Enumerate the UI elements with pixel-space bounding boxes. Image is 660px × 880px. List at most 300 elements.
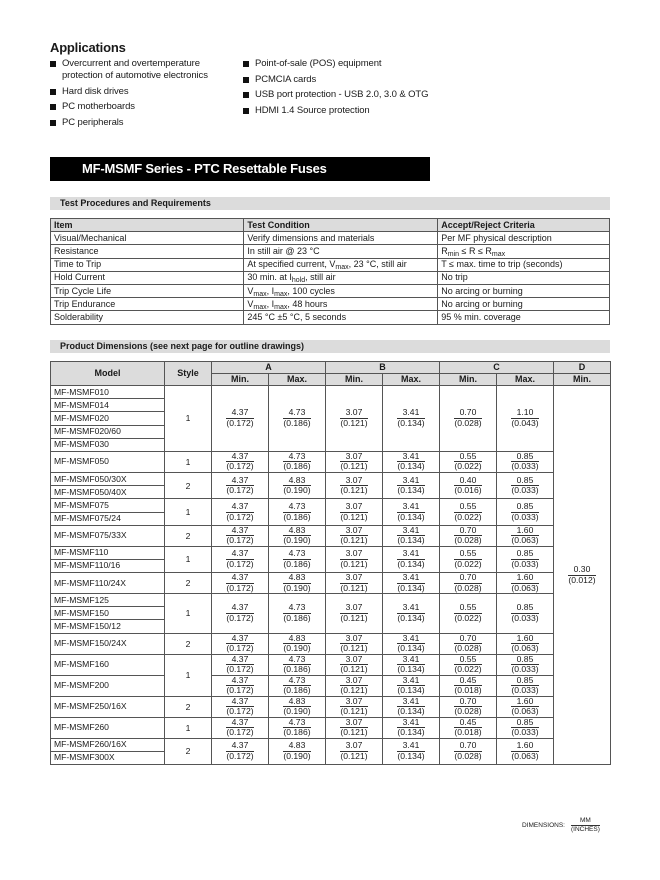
value-inches: (0.033) (511, 485, 539, 496)
dimension-cell (326, 738, 383, 764)
dimension-value (283, 452, 310, 472)
model-cell: MF-MSMF075/33X (51, 525, 165, 546)
value-mm: 3.41 (397, 676, 424, 687)
dimension-value (226, 452, 253, 472)
value-mm: 4.37 (226, 452, 253, 463)
table-cell: 95 % min. coverage (438, 311, 610, 324)
dimension-value (511, 476, 538, 496)
value-mm: 3.07 (340, 697, 367, 708)
dimension-value (283, 502, 310, 522)
style-cell: 2 (165, 472, 212, 498)
value-inches: (0.121) (340, 535, 368, 546)
value-inches: (0.186) (283, 612, 311, 623)
legend-mm: MM (571, 817, 600, 826)
dimension-value (283, 476, 310, 496)
value-inches: (0.063) (511, 535, 539, 546)
value-inches: (0.186) (283, 664, 311, 675)
value-inches: (0.033) (511, 511, 539, 522)
value-mm: 4.83 (283, 634, 310, 645)
value-inches: (0.172) (226, 558, 254, 569)
value-mm: 4.73 (283, 408, 310, 419)
dimension-cell (497, 472, 554, 498)
value-inches: (0.186) (283, 558, 311, 569)
dimension-value (283, 697, 310, 717)
value-inches: (0.190) (283, 535, 311, 546)
value-mm: 3.07 (340, 655, 367, 666)
value-mm: 0.30 (568, 565, 595, 576)
dimension-value (340, 676, 367, 696)
dimension-cell (212, 546, 269, 572)
dimension-value (226, 573, 253, 593)
value-inches: (0.022) (454, 511, 482, 522)
value-mm: 0.85 (511, 502, 538, 513)
table-row (51, 232, 610, 245)
dimension-value (511, 603, 538, 623)
value-mm: 0.55 (454, 549, 481, 560)
dimension-cell (326, 573, 383, 594)
dimension-cell (383, 738, 440, 764)
dimension-value (454, 697, 481, 717)
value-inches: (0.134) (397, 558, 425, 569)
dimension-value (511, 676, 538, 696)
table-row (51, 386, 611, 399)
dimension-cell (383, 546, 440, 572)
value-inches: (0.190) (283, 706, 311, 717)
table-cell: No arcing or burning (438, 298, 610, 311)
value-mm: 1.60 (511, 741, 538, 752)
dimension-cell (440, 717, 497, 738)
model-cell: MF-MSMF020 (51, 412, 165, 425)
table-cell: No trip (438, 271, 610, 284)
value-mm: 3.07 (340, 502, 367, 513)
table-cell: Resistance (51, 245, 244, 258)
dimension-cell (269, 675, 326, 696)
dimension-cell (440, 696, 497, 717)
dimension-cell (326, 451, 383, 472)
value-mm: 0.85 (511, 676, 538, 687)
dimension-value (340, 655, 367, 675)
dimension-cell (326, 386, 383, 452)
column-header: Test Condition (244, 219, 438, 232)
value-mm: 1.60 (511, 697, 538, 708)
dimension-cell (497, 717, 554, 738)
value-inches: (0.134) (397, 643, 425, 654)
dimension-value (340, 549, 367, 569)
dimension-value (511, 452, 538, 472)
model-cell: MF-MSMF030 (51, 438, 165, 451)
dimension-cell (497, 675, 554, 696)
dimension-value (568, 565, 595, 585)
dimension-value (226, 476, 253, 496)
value-mm: 0.85 (511, 655, 538, 666)
dimension-value (454, 502, 481, 522)
column-header-b: B (326, 362, 440, 374)
dimension-cell (212, 633, 269, 654)
style-cell: 1 (165, 499, 212, 525)
min-header: Min. (554, 374, 611, 386)
dimension-value (226, 549, 253, 569)
dimension-cell (497, 573, 554, 594)
value-mm: 0.45 (454, 718, 481, 729)
value-mm: 3.41 (397, 502, 424, 513)
dimension-value (397, 526, 424, 546)
dimension-cell (212, 738, 269, 764)
style-cell: 2 (165, 573, 212, 594)
value-mm: 3.41 (397, 603, 424, 614)
dimension-value (226, 655, 253, 675)
value-inches: (0.172) (226, 612, 254, 623)
dimension-value (511, 697, 538, 717)
value-mm: 3.41 (397, 573, 424, 584)
value-mm: 3.41 (397, 741, 424, 752)
dimension-value (397, 502, 424, 522)
model-cell: MF-MSMF050/40X (51, 486, 165, 499)
value-mm: 1.60 (511, 634, 538, 645)
value-mm: 0.45 (454, 676, 481, 687)
value-mm: 0.85 (511, 549, 538, 560)
dimension-cell (383, 472, 440, 498)
dimension-cell (440, 472, 497, 498)
model-cell: MF-MSMF150/12 (51, 620, 165, 633)
dimension-value (226, 502, 253, 522)
dimensions-section-title: Product Dimensions (see next page for outline drawings) (50, 340, 610, 353)
dimension-cell (383, 525, 440, 546)
dimension-value (340, 526, 367, 546)
dimension-value (340, 452, 367, 472)
table-cell: Solderability (51, 311, 244, 324)
value-inches: (0.134) (397, 664, 425, 675)
value-inches: (0.033) (511, 558, 539, 569)
max-header: Max. (269, 374, 326, 386)
model-cell: MF-MSMF110 (51, 546, 165, 559)
value-inches: (0.121) (340, 643, 368, 654)
column-header-model: Model (51, 362, 165, 386)
dimension-value (397, 741, 424, 761)
value-inches: (0.190) (283, 485, 311, 496)
value-inches: (0.172) (226, 750, 254, 761)
value-mm: 4.73 (283, 676, 310, 687)
style-cell: 2 (165, 738, 212, 764)
style-cell: 2 (165, 696, 212, 717)
model-cell: MF-MSMF260/16X (51, 738, 165, 751)
dimension-value (397, 718, 424, 738)
dimension-cell (326, 546, 383, 572)
dimension-value (511, 718, 538, 738)
max-header: Max. (497, 374, 554, 386)
column-header-style: Style (165, 362, 212, 386)
dimension-cell (269, 573, 326, 594)
table-row (51, 546, 611, 559)
value-mm: 4.37 (226, 634, 253, 645)
value-mm: 4.37 (226, 741, 253, 752)
value-mm: 4.83 (283, 573, 310, 584)
dimension-cell (497, 696, 554, 717)
dimension-cell (326, 525, 383, 546)
dimension-cell (326, 675, 383, 696)
dimension-cell (269, 451, 326, 472)
table-row (51, 594, 611, 607)
value-mm: 4.37 (226, 655, 253, 666)
dimension-value (454, 452, 481, 472)
dimension-value (226, 697, 253, 717)
table-cell: Hold Current (51, 271, 244, 284)
dimension-value (283, 655, 310, 675)
dimension-value (511, 655, 538, 675)
dimension-value (283, 526, 310, 546)
value-inches: (0.172) (226, 461, 254, 472)
value-mm: 0.85 (511, 452, 538, 463)
value-inches: (0.016) (454, 485, 482, 496)
value-inches: (0.022) (454, 612, 482, 623)
dimension-cell (269, 633, 326, 654)
value-inches: (0.063) (511, 750, 539, 761)
value-mm: 3.07 (340, 603, 367, 614)
dimension-cell (326, 499, 383, 525)
value-mm: 0.55 (454, 655, 481, 666)
dimension-cell (440, 573, 497, 594)
dimension-value (397, 549, 424, 569)
table-row (51, 245, 610, 258)
value-inches: (0.186) (283, 727, 311, 738)
dimension-value (397, 634, 424, 654)
value-mm: 4.37 (226, 718, 253, 729)
value-inches: (0.121) (340, 582, 368, 593)
dimension-value (226, 634, 253, 654)
dimension-value (454, 408, 481, 428)
value-inches: (0.186) (283, 461, 311, 472)
dimension-value (454, 603, 481, 623)
value-mm: 3.41 (397, 549, 424, 560)
value-mm: 4.37 (226, 408, 253, 419)
value-inches: (0.028) (454, 643, 482, 654)
dimension-cell (440, 525, 497, 546)
dimension-cell (497, 499, 554, 525)
table-cell: T ≤ max. time to trip (seconds) (438, 258, 610, 271)
dimension-value (454, 655, 481, 675)
value-mm: 3.41 (397, 476, 424, 487)
style-cell: 1 (165, 594, 212, 634)
min-header: Min. (440, 374, 497, 386)
value-inches: (0.033) (511, 727, 539, 738)
dimension-cell (212, 525, 269, 546)
value-mm: 4.73 (283, 549, 310, 560)
table-row (51, 472, 611, 485)
product-dimensions-table (50, 361, 611, 765)
table-row (51, 311, 610, 324)
value-mm: 4.37 (226, 676, 253, 687)
dimension-cell (497, 451, 554, 472)
dimension-cell (497, 525, 554, 546)
value-inches: (0.134) (397, 750, 425, 761)
value-inches: (0.022) (454, 558, 482, 569)
value-inches: (0.172) (226, 706, 254, 717)
value-mm: 3.07 (340, 741, 367, 752)
value-mm: 3.07 (340, 549, 367, 560)
dimension-value (454, 476, 481, 496)
value-inches: (0.186) (283, 417, 311, 428)
value-inches: (0.028) (454, 417, 482, 428)
style-cell: 1 (165, 654, 212, 696)
dimension-value (511, 573, 538, 593)
value-inches: (0.172) (226, 685, 254, 696)
value-mm: 1.10 (511, 408, 538, 419)
value-inches: (0.063) (511, 582, 539, 593)
value-mm: 3.41 (397, 526, 424, 537)
table-cell: At specified current, $V_{max}$, 23 °C, still air (244, 258, 438, 271)
dimension-value (454, 718, 481, 738)
dimension-value (454, 573, 481, 593)
model-cell: MF-MSMF125 (51, 594, 165, 607)
value-mm: 4.37 (226, 697, 253, 708)
value-mm: 3.41 (397, 697, 424, 708)
model-cell: MF-MSMF160 (51, 654, 165, 675)
value-inches: (0.121) (340, 417, 368, 428)
value-mm: 3.07 (340, 676, 367, 687)
dimension-value (397, 573, 424, 593)
value-inches: (0.134) (397, 417, 425, 428)
dimension-cell (326, 472, 383, 498)
table-cell: Trip Cycle Life (51, 284, 244, 297)
dimension-value (283, 408, 310, 428)
value-inches: (0.134) (397, 461, 425, 472)
table-cell: $R_{min} \le R \le R_{max}$ (438, 245, 610, 258)
dimension-value (397, 676, 424, 696)
dimension-cell (212, 386, 269, 452)
dimension-cell (212, 472, 269, 498)
dimension-cell (269, 594, 326, 634)
table-cell: Per MF physical description (438, 232, 610, 245)
dimension-value (340, 573, 367, 593)
dimension-value (340, 502, 367, 522)
dimension-cell (383, 594, 440, 634)
value-inches: (0.134) (397, 511, 425, 522)
dimension-value (340, 741, 367, 761)
application-item: HDMI 1.4 Source protection (243, 105, 503, 117)
value-inches: (0.134) (397, 685, 425, 696)
value-mm: 3.41 (397, 655, 424, 666)
dimension-cell (326, 717, 383, 738)
dimension-cell (383, 675, 440, 696)
model-cell: MF-MSMF014 (51, 399, 165, 412)
dimension-value (226, 408, 253, 428)
value-mm: 4.83 (283, 476, 310, 487)
value-inches: (0.172) (226, 664, 254, 675)
value-mm: 0.85 (511, 718, 538, 729)
value-inches: (0.028) (454, 706, 482, 717)
value-inches: (0.121) (340, 685, 368, 696)
value-inches: (0.012) (568, 574, 596, 585)
application-item: Point-of-sale (POS) equipment (243, 58, 503, 70)
dimension-value (283, 718, 310, 738)
dimension-value (226, 718, 253, 738)
value-mm: 3.07 (340, 526, 367, 537)
value-inches: (0.172) (226, 727, 254, 738)
value-mm: 4.37 (226, 502, 253, 513)
value-inches: (0.121) (340, 511, 368, 522)
value-inches: (0.190) (283, 582, 311, 593)
dimensions-legend (522, 817, 600, 834)
value-mm: 0.55 (454, 603, 481, 614)
dimension-value (283, 741, 310, 761)
model-cell: MF-MSMF150/24X (51, 633, 165, 654)
dimension-cell (383, 633, 440, 654)
dimension-cell (440, 633, 497, 654)
dimension-cell (383, 499, 440, 525)
column-header: Item (51, 219, 244, 232)
dimension-cell (440, 654, 497, 675)
value-mm: 0.70 (454, 408, 481, 419)
value-mm: 4.73 (283, 603, 310, 614)
dimension-cell (497, 594, 554, 634)
dimension-value (397, 452, 424, 472)
table-cell: No arcing or burning (438, 284, 610, 297)
dimension-cell (497, 738, 554, 764)
application-item: Hard disk drives (50, 86, 240, 98)
value-inches: (0.121) (340, 558, 368, 569)
column-header-c: C (440, 362, 554, 374)
series-banner: MF-MSMF Series - PTC Resettable Fuses (50, 157, 430, 181)
value-inches: (0.172) (226, 417, 254, 428)
test-procedures-table (50, 218, 610, 325)
dimension-cell (269, 472, 326, 498)
table-row (51, 499, 611, 512)
model-cell: MF-MSMF300X (51, 751, 165, 764)
dimension-value (397, 697, 424, 717)
dimension-value (454, 676, 481, 696)
value-mm: 4.37 (226, 603, 253, 614)
model-cell: MF-MSMF075/24 (51, 512, 165, 525)
value-inches: (0.121) (340, 485, 368, 496)
value-inches: (0.063) (511, 643, 539, 654)
value-mm: 0.85 (511, 476, 538, 487)
dimension-cell (383, 573, 440, 594)
dimension-value (283, 549, 310, 569)
dimension-cell (212, 594, 269, 634)
value-inches: (0.172) (226, 511, 254, 522)
value-inches: (0.063) (511, 706, 539, 717)
dimension-cell (497, 386, 554, 452)
value-inches: (0.033) (511, 685, 539, 696)
dimension-cell (212, 675, 269, 696)
value-inches: (0.043) (511, 417, 539, 428)
legend-inches: (INCHES) (570, 826, 600, 833)
applications-list-left (50, 58, 240, 132)
dimension-value (511, 408, 538, 428)
value-inches: (0.121) (340, 750, 368, 761)
value-mm: 4.73 (283, 502, 310, 513)
dimension-cell (212, 717, 269, 738)
test-section-title: Test Procedures and Requirements (50, 197, 610, 210)
dimension-value (226, 676, 253, 696)
model-cell: MF-MSMF150 (51, 607, 165, 620)
column-header: Accept/Reject Criteria (438, 219, 610, 232)
dimension-value (340, 697, 367, 717)
dimension-cell (212, 654, 269, 675)
value-mm: 0.70 (454, 741, 481, 752)
value-inches: (0.121) (340, 727, 368, 738)
min-header: Min. (212, 374, 269, 386)
value-mm: 3.41 (397, 452, 424, 463)
applications-list-right (243, 58, 503, 120)
dimension-cell (440, 499, 497, 525)
dimension-value (397, 655, 424, 675)
dimension-cell (212, 499, 269, 525)
dimension-cell (269, 546, 326, 572)
value-mm: 0.55 (454, 452, 481, 463)
value-mm: 3.07 (340, 452, 367, 463)
dimension-cell (326, 633, 383, 654)
table-cell: 30 min. at $I_{hold}$, still air (244, 271, 438, 284)
